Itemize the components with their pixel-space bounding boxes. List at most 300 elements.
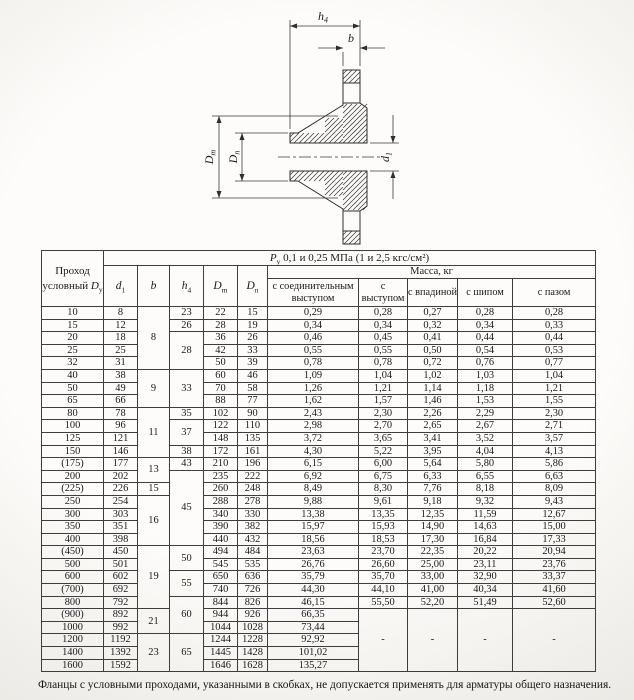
table-cell: 45: [170, 470, 204, 546]
table-cell: 88: [204, 395, 238, 408]
table-cell: 25: [104, 344, 138, 357]
table-row: [42, 470, 596, 483]
table-cell: -: [513, 609, 596, 672]
table-cell: 9,88: [268, 495, 359, 508]
table-cell: 46: [238, 369, 268, 382]
table-cell: 39: [238, 357, 268, 370]
table-cell: 90: [238, 407, 268, 420]
dimension-b: [318, 31, 385, 66]
table-row: [42, 596, 596, 609]
table-cell: 135,27: [268, 659, 359, 672]
table-cell: 1,18: [458, 382, 513, 395]
table-cell: 1445: [204, 647, 238, 660]
table-row: [42, 584, 596, 597]
table-row: [42, 332, 596, 345]
table-cell: 121: [104, 432, 138, 445]
table-cell: 15,00: [513, 521, 596, 534]
dim-label-dm: $D_m$: [202, 149, 218, 165]
table-cell: 0,50: [408, 344, 458, 357]
table-cell: 1000: [42, 621, 104, 634]
header-mass-tongue: с шипом: [458, 279, 513, 307]
table-cell: 177: [104, 458, 138, 471]
table-cell: 8,49: [268, 483, 359, 496]
table-cell: 1028: [238, 621, 268, 634]
table-cell: 0,28: [359, 307, 408, 320]
table-cell: 37: [170, 420, 204, 445]
table-row: [42, 382, 596, 395]
table-cell: 1,04: [513, 369, 596, 382]
table-cell: 4,13: [513, 445, 596, 458]
table-cell: 32: [42, 357, 104, 370]
table-cell: 3,41: [408, 432, 458, 445]
table-cell: 288: [204, 495, 238, 508]
table-cell: 125: [42, 432, 104, 445]
table-cell: 8,18: [458, 483, 513, 496]
table-cell: -: [458, 609, 513, 672]
header-mass-groove: с пазом: [513, 279, 596, 307]
table-cell: 55: [170, 571, 204, 596]
table-cell: 6,15: [268, 458, 359, 471]
table-cell: 0,41: [408, 332, 458, 345]
table-cell: 1192: [104, 634, 138, 647]
table-cell: 0,34: [359, 319, 408, 332]
table-cell: 5,22: [359, 445, 408, 458]
table-cell: 8,30: [359, 483, 408, 496]
table-cell: 33: [170, 369, 204, 407]
table-cell: 254: [104, 495, 138, 508]
table-cell: 101,02: [268, 647, 359, 660]
table-cell: 23: [138, 634, 170, 672]
table-cell: 844: [204, 596, 238, 609]
table-cell: 7,76: [408, 483, 458, 496]
table-cell: 1044: [204, 621, 238, 634]
table-cell: 800: [42, 596, 104, 609]
table-cell: 250: [42, 495, 104, 508]
table-cell: 20,94: [513, 546, 596, 559]
table-cell: 15,97: [268, 521, 359, 534]
table-cell: 792: [104, 596, 138, 609]
table-cell: 8: [138, 307, 170, 370]
table-cell: 25: [42, 344, 104, 357]
table-cell: 400: [42, 533, 104, 546]
table-cell: 28: [170, 332, 204, 370]
table-cell: 210: [204, 458, 238, 471]
table-cell: 6,33: [408, 470, 458, 483]
table-row: [42, 495, 596, 508]
table-cell: 22,35: [408, 546, 458, 559]
table-cell: 1600: [42, 659, 104, 672]
header-mass-recess: с впадиной: [408, 279, 458, 307]
table-cell: 36: [204, 332, 238, 345]
table-cell: 0,28: [458, 307, 513, 320]
table-cell: 110: [238, 420, 268, 433]
table-cell: (700): [42, 584, 104, 597]
table-cell: 92,92: [268, 634, 359, 647]
table-cell: 1428: [238, 647, 268, 660]
table-cell: 15: [138, 483, 170, 496]
table-cell: 17,33: [513, 533, 596, 546]
table-cell: 726: [238, 584, 268, 597]
table-cell: 38: [170, 445, 204, 458]
table-cell: 21: [138, 609, 170, 634]
table-cell: 0,34: [458, 319, 513, 332]
table-cell: 2,65: [408, 420, 458, 433]
header-dm: $D_m$: [204, 266, 238, 307]
table-cell: 43: [170, 458, 204, 471]
table-cell: 5,86: [513, 458, 596, 471]
table-cell: 41,60: [513, 584, 596, 597]
table-cell: 50: [42, 382, 104, 395]
table-row: [42, 508, 596, 521]
table-cell: 5,64: [408, 458, 458, 471]
table-cell: 46,15: [268, 596, 359, 609]
table-cell: 200: [42, 470, 104, 483]
table-cell: 122: [204, 420, 238, 433]
table-cell: (450): [42, 546, 104, 559]
table-cell: 26,76: [268, 558, 359, 571]
table-cell: 26: [170, 319, 204, 332]
table-cell: 14,90: [408, 521, 458, 534]
table-cell: 892: [104, 609, 138, 622]
table-cell: 18: [104, 332, 138, 345]
table-cell: 9,61: [359, 495, 408, 508]
table-cell: 65: [170, 634, 204, 672]
dim-label-dn: $D_n$: [226, 150, 242, 164]
table-cell: 28: [204, 319, 238, 332]
table-cell: 15: [238, 307, 268, 320]
table-cell: 300: [42, 508, 104, 521]
table-cell: -: [359, 609, 408, 672]
table-body: [42, 307, 596, 672]
table-cell: 650: [204, 571, 238, 584]
table-cell: 49: [104, 382, 138, 395]
table-cell: 8,09: [513, 483, 596, 496]
table-cell: 1,55: [513, 395, 596, 408]
table-cell: 19: [138, 546, 170, 609]
table-cell: 0,55: [359, 344, 408, 357]
table-cell: 3,72: [268, 432, 359, 445]
table-cell: (900): [42, 609, 104, 622]
table-cell: 0,34: [268, 319, 359, 332]
table-cell: 432: [238, 533, 268, 546]
table-cell: 23,63: [268, 546, 359, 559]
table-cell: 38: [104, 369, 138, 382]
table-cell: 44,30: [268, 584, 359, 597]
table-row: [42, 357, 596, 370]
flange-dimensions-table: [41, 250, 596, 672]
table-cell: 80: [42, 407, 104, 420]
table-cell: 500: [42, 558, 104, 571]
table-cell: 1,09: [268, 369, 359, 382]
table-cell: 3,57: [513, 432, 596, 445]
table-cell: 17,30: [408, 533, 458, 546]
dimension-d1: [370, 115, 399, 199]
table-cell: 1,21: [359, 382, 408, 395]
table-cell: 66: [104, 395, 138, 408]
table-cell: 23,11: [458, 558, 513, 571]
table-cell: 390: [204, 521, 238, 534]
table-cell: 40: [42, 369, 104, 382]
table-cell: 944: [204, 609, 238, 622]
table-row: [42, 307, 596, 320]
table-cell: 6,00: [359, 458, 408, 471]
table-cell: 18,53: [359, 533, 408, 546]
table-cell: 2,67: [458, 420, 513, 433]
table-cell: 41,00: [408, 584, 458, 597]
table-cell: 6,75: [359, 470, 408, 483]
table-cell: 60: [204, 369, 238, 382]
table-cell: 1,03: [458, 369, 513, 382]
table-cell: 202: [104, 470, 138, 483]
header-dn: $D_n$: [238, 266, 268, 307]
table-cell: 0,28: [513, 307, 596, 320]
table-cell: 16,84: [458, 533, 513, 546]
table-cell: 692: [104, 584, 138, 597]
table-cell: 0,44: [513, 332, 596, 345]
table-cell: 19: [238, 319, 268, 332]
table-cell: 278: [238, 495, 268, 508]
table-cell: 102: [204, 407, 238, 420]
table-cell: 0,45: [359, 332, 408, 345]
table-cell: 1592: [104, 659, 138, 672]
table-cell: 6,55: [458, 470, 513, 483]
table-cell: 50: [170, 546, 204, 571]
table-cell: 20: [42, 332, 104, 345]
table-cell: 0,32: [408, 319, 458, 332]
table-cell: 545: [204, 558, 238, 571]
table-cell: 18,56: [268, 533, 359, 546]
table-cell: 0,27: [408, 307, 458, 320]
table-cell: 23: [170, 307, 204, 320]
table-cell: 1,04: [359, 369, 408, 382]
table-cell: 992: [104, 621, 138, 634]
dimension-dm: [202, 116, 338, 198]
table-cell: 6,92: [268, 470, 359, 483]
table-cell: 1,62: [268, 395, 359, 408]
table-cell: (225): [42, 483, 104, 496]
table-row: [42, 319, 596, 332]
table-cell: 13,35: [359, 508, 408, 521]
table-cell: 22: [204, 307, 238, 320]
table-row: [42, 344, 596, 357]
table-row: [42, 458, 596, 471]
footnote: Фланцы с условными проходами, указанными в скобках, не допускается применять для арматуры общего назначения.: [38, 679, 612, 692]
table-cell: 10: [42, 307, 104, 320]
table-cell: 161: [238, 445, 268, 458]
header-b: b: [138, 266, 170, 307]
table-cell: 12,67: [513, 508, 596, 521]
table-cell: 73,44: [268, 621, 359, 634]
table-cell: 150: [42, 445, 104, 458]
header-mass-connecting-face: с соединительным выступом: [268, 279, 359, 307]
table-cell: 65: [42, 395, 104, 408]
table-cell: 58: [238, 382, 268, 395]
table-cell: 0,76: [458, 357, 513, 370]
table-cell: 31: [104, 357, 138, 370]
table-cell: 351: [104, 521, 138, 534]
table-cell: 602: [104, 571, 138, 584]
table-cell: 260: [204, 483, 238, 496]
table-cell: 9,32: [458, 495, 513, 508]
header-pressure: $P_у$ 0,1 и 0,25 МПа (1 и 2,5 кгс/см²): [104, 251, 596, 266]
table-cell: 148: [204, 432, 238, 445]
table-cell: 8: [104, 307, 138, 320]
table-cell: 1,14: [408, 382, 458, 395]
table-row: [42, 369, 596, 382]
dim-label-b: b: [348, 31, 354, 45]
table-cell: 826: [238, 596, 268, 609]
header-nominal-bore: Проход условный $D_у$: [42, 251, 104, 307]
table-cell: 52,20: [408, 596, 458, 609]
table-cell: 172: [204, 445, 238, 458]
table-cell: 77: [238, 395, 268, 408]
table-row: [42, 521, 596, 534]
table-cell: 146: [104, 445, 138, 458]
table-cell: 350: [42, 521, 104, 534]
table-cell: 340: [204, 508, 238, 521]
table-cell: 13: [138, 458, 170, 483]
table-cell: 1,26: [268, 382, 359, 395]
table-cell: 78: [104, 407, 138, 420]
table-cell: 15,93: [359, 521, 408, 534]
table-cell: 16: [138, 495, 170, 545]
table-row: [42, 483, 596, 496]
table-cell: 44,10: [359, 584, 408, 597]
table-cell: 55,50: [359, 596, 408, 609]
table-cell: 9: [138, 369, 170, 407]
table-cell: 3,65: [359, 432, 408, 445]
table-cell: 100: [42, 420, 104, 433]
table-cell: 382: [238, 521, 268, 534]
table-cell: 35: [170, 407, 204, 420]
table-cell: 135: [238, 432, 268, 445]
table-cell: 2,29: [458, 407, 513, 420]
table-row: [42, 407, 596, 420]
table-row: [42, 558, 596, 571]
table-cell: 4,04: [458, 445, 513, 458]
table-cell: 4,30: [268, 445, 359, 458]
table-cell: 33,37: [513, 571, 596, 584]
header-mass-raised-face: с выступом: [359, 279, 408, 307]
table-cell: 1228: [238, 634, 268, 647]
dim-label-d1: $d_1$: [378, 152, 394, 162]
table-cell: 12,35: [408, 508, 458, 521]
table-cell: 0,55: [268, 344, 359, 357]
table-cell: 52,60: [513, 596, 596, 609]
table-cell: 20,22: [458, 546, 513, 559]
table-cell: 494: [204, 546, 238, 559]
table-cell: 0,33: [513, 319, 596, 332]
header-mass-group: Масса, кг: [268, 266, 596, 279]
table-cell: 636: [238, 571, 268, 584]
table-cell: 12: [104, 319, 138, 332]
table-cell: 23,76: [513, 558, 596, 571]
table-cell: 303: [104, 508, 138, 521]
table-cell: 9,43: [513, 495, 596, 508]
table-cell: 35,70: [359, 571, 408, 584]
table-cell: 26,60: [359, 558, 408, 571]
table-cell: 2,30: [513, 407, 596, 420]
table-cell: 1,46: [408, 395, 458, 408]
table-cell: 3,95: [408, 445, 458, 458]
table-cell: 3,52: [458, 432, 513, 445]
table-cell: 96: [104, 420, 138, 433]
table-cell: 5,80: [458, 458, 513, 471]
table-cell: 2,71: [513, 420, 596, 433]
table-cell: 11: [138, 407, 170, 457]
table-cell: 2,26: [408, 407, 458, 420]
table-cell: 196: [238, 458, 268, 471]
table-cell: 1,53: [458, 395, 513, 408]
table-cell: 25,00: [408, 558, 458, 571]
table-cell: 398: [104, 533, 138, 546]
table-cell: 42: [204, 344, 238, 357]
table-cell: 1628: [238, 659, 268, 672]
table-cell: 0,44: [458, 332, 513, 345]
table-cell: 1646: [204, 659, 238, 672]
table-cell: 926: [238, 609, 268, 622]
table-cell: 35,79: [268, 571, 359, 584]
table-cell: 600: [42, 571, 104, 584]
table-cell: 0,77: [513, 357, 596, 370]
table-cell: 32,90: [458, 571, 513, 584]
table-cell: 501: [104, 558, 138, 571]
table-cell: 33,00: [408, 571, 458, 584]
table-cell: 226: [104, 483, 138, 496]
table-cell: 9,18: [408, 495, 458, 508]
table-cell: 2,43: [268, 407, 359, 420]
table-cell: 222: [238, 470, 268, 483]
dim-label-h4: $h_4$: [318, 9, 328, 25]
table-cell: 50: [204, 357, 238, 370]
table-cell: 0,72: [408, 357, 458, 370]
table-cell: 0,46: [268, 332, 359, 345]
table-cell: 484: [238, 546, 268, 559]
table-cell: 1200: [42, 634, 104, 647]
table-cell: 26: [238, 332, 268, 345]
table-cell: 235: [204, 470, 238, 483]
table-row: [42, 571, 596, 584]
header-d1: $d_1$: [104, 266, 138, 307]
table-cell: 33: [238, 344, 268, 357]
header-h4: $h_4$: [170, 266, 204, 307]
table-cell: 1,21: [513, 382, 596, 395]
table-cell: 0,29: [268, 307, 359, 320]
table-cell: (175): [42, 458, 104, 471]
table-cell: 1,02: [408, 369, 458, 382]
table-row: [42, 445, 596, 458]
table-cell: 0,54: [458, 344, 513, 357]
table-cell: 15: [42, 319, 104, 332]
table-cell: 1,57: [359, 395, 408, 408]
table-cell: 51,49: [458, 596, 513, 609]
table-cell: 0,53: [513, 344, 596, 357]
table-cell: 2,98: [268, 420, 359, 433]
table-cell: 248: [238, 483, 268, 496]
table-row: [42, 546, 596, 559]
table-row: [42, 609, 596, 622]
table-cell: 0,78: [268, 357, 359, 370]
table-cell: 740: [204, 584, 238, 597]
table-cell: 330: [238, 508, 268, 521]
table-cell: 450: [104, 546, 138, 559]
table-cell: 23,70: [359, 546, 408, 559]
table-cell: 0,78: [359, 357, 408, 370]
table-cell: 2,70: [359, 420, 408, 433]
table-cell: 6,63: [513, 470, 596, 483]
table-cell: -: [408, 609, 458, 672]
table-cell: 11,59: [458, 508, 513, 521]
